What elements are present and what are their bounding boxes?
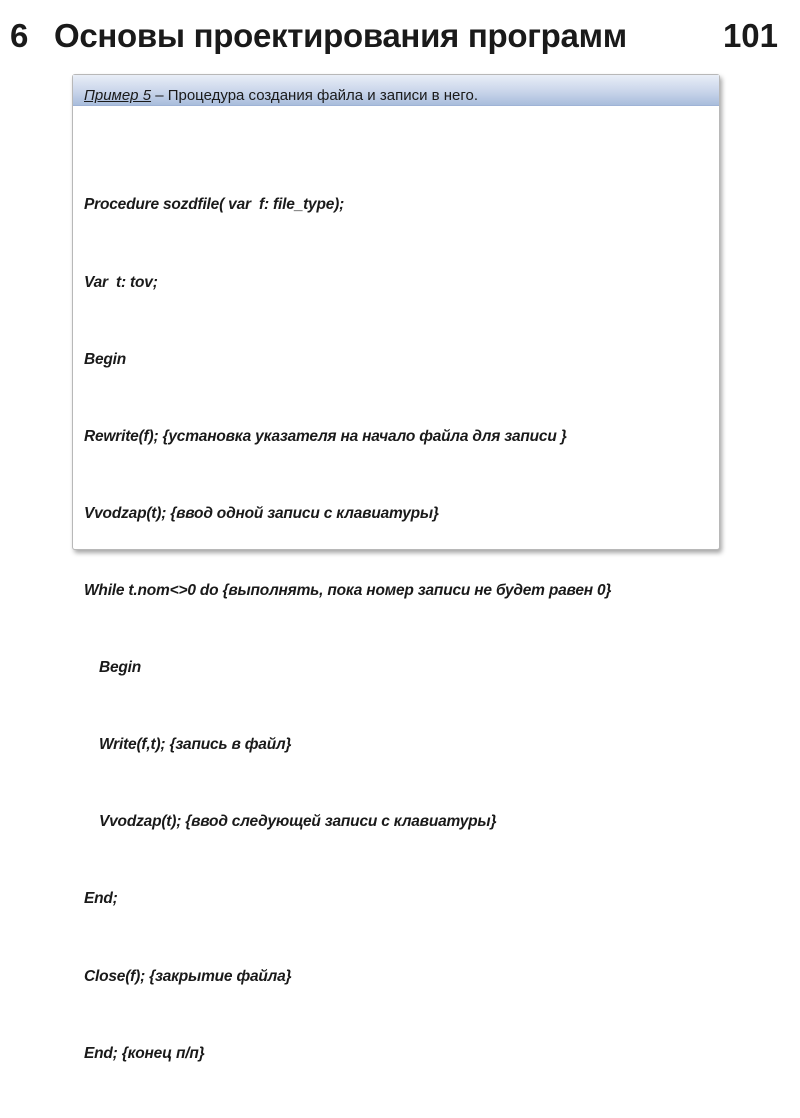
code-line: Write(f,t); {запись в файл}: [99, 736, 292, 754]
code-line: Procedure sozdfile( var f: file_type);: [84, 196, 345, 214]
code-line: Var t: tov;: [84, 273, 158, 291]
code-line: Vvodzap(t); {ввод следующей записи с клавиатуры}: [99, 813, 497, 831]
code-line: End; {конец п/п}: [84, 1044, 205, 1062]
page-number: 101: [722, 17, 778, 54]
example-caption: [84, 87, 478, 105]
code-line: While t.nom<>0 do {выполнять, пока номер записи не будет равен 0}: [84, 581, 612, 599]
example-panel: [72, 74, 720, 1062]
code-line: Begin: [99, 659, 142, 677]
chapter-number: 6: [10, 17, 29, 54]
example-label: Пример 5: [84, 87, 152, 104]
code-line: Vvodzap(t); {ввод одной записи с клавиатуры}: [84, 504, 439, 522]
slide-title: Основы проектирования программ: [54, 17, 627, 54]
code-line: Rewrite(f); {установка указателя на начало файла для записи }: [84, 427, 567, 445]
code-line: Begin: [84, 350, 127, 368]
code-line: End;: [84, 890, 118, 908]
code-listing: [84, 141, 611, 1118]
slide-header: [10, 14, 778, 58]
example-description: – Процедура создания файла и записи в него.: [151, 87, 479, 104]
code-line: Close(f); {закрытие файла}: [84, 967, 292, 985]
